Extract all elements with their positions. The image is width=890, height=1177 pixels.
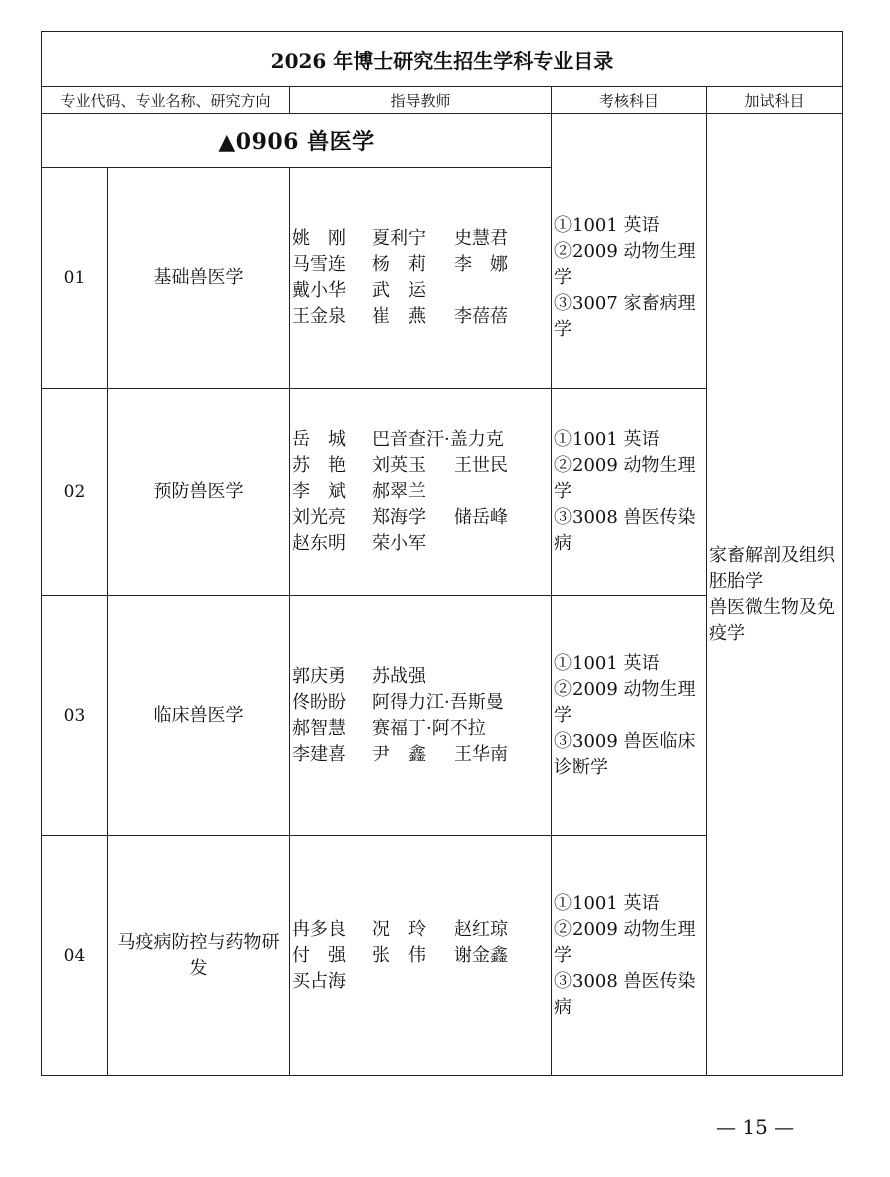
advisor-name: 戴小华 — [292, 280, 346, 301]
advisor-name: 付 强 — [292, 944, 346, 966]
advisor-name: 李蓓蓓 — [454, 306, 508, 327]
exam-subject: ③3008 兽医传染病 — [554, 970, 696, 1018]
header-advisors: 指导教师 — [290, 87, 552, 114]
exam-subject: ③3008 兽医传染病 — [554, 507, 696, 554]
advisor-name: 王金泉 — [292, 306, 346, 327]
advisor-name: 姚 刚 — [292, 228, 346, 249]
major-code: 02 — [42, 389, 108, 596]
advisor-name: 马雪连 — [292, 254, 346, 275]
advisor-line — [292, 531, 551, 557]
advisor-name: 岳 城 — [292, 429, 346, 450]
advisor-line — [292, 427, 551, 453]
advisor-name: 荣小军 — [372, 533, 426, 554]
advisor-line — [292, 664, 551, 690]
extra-subjects-cell — [707, 114, 842, 1075]
exam-column-spacer — [552, 114, 707, 168]
advisor-name: 赛福丁·阿不拉 — [372, 717, 486, 739]
exam-subject: ②2009 动物生理学 — [554, 678, 696, 726]
advisor-name: 武 运 — [372, 280, 426, 301]
header-extra: 加试科目 — [707, 87, 842, 114]
exam-subject: ③3009 兽医临床诊断学 — [554, 730, 696, 778]
page-number: — 15 — — [716, 1115, 795, 1139]
advisor-list — [290, 596, 552, 836]
advisor-line — [292, 943, 551, 969]
advisor-list — [290, 168, 552, 389]
advisor-name: 王华南 — [454, 743, 508, 765]
advisor-name: 苏战强 — [372, 665, 426, 687]
advisor-name: 郭庆勇 — [292, 665, 346, 687]
advisor-name — [454, 664, 551, 690]
advisor-name — [454, 969, 551, 995]
major-name: 临床兽医学 — [108, 596, 290, 836]
extra-subject: 家畜解剖及组织胚胎学 — [709, 544, 835, 592]
advisor-name: 刘光亮 — [292, 507, 346, 528]
advisor-line — [292, 505, 551, 531]
exam-list — [552, 389, 707, 596]
advisor-name: 谢金鑫 — [454, 944, 508, 966]
advisor-name: 夏利宁 — [372, 228, 426, 249]
major-code: 04 — [42, 836, 108, 1075]
advisor-name: 郝翠兰 — [372, 481, 426, 502]
advisor-line — [292, 716, 551, 742]
advisor-name: 况 玲 — [372, 918, 426, 940]
advisor-name: 李 斌 — [292, 481, 346, 502]
advisor-name: 李建喜 — [292, 743, 346, 765]
advisor-name: 买占海 — [292, 970, 346, 992]
exam-subject: ③3007 家畜病理学 — [554, 293, 696, 340]
major-name: 马疫病防控与药物研发 — [108, 836, 290, 1075]
catalog-table — [41, 31, 843, 1076]
advisor-name: 郝智慧 — [292, 717, 346, 739]
major-code: 03 — [42, 596, 108, 836]
advisor-line — [292, 278, 551, 304]
advisor-name: 赵红琼 — [454, 918, 508, 940]
advisor-name: 佟盼盼 — [292, 691, 346, 713]
exam-subject: ①1001 英语 — [554, 215, 660, 236]
advisor-name: 尹 鑫 — [372, 743, 426, 765]
exam-list — [552, 836, 707, 1075]
advisor-name: 储岳峰 — [454, 507, 508, 528]
advisor-name: 刘英玉 — [372, 455, 426, 476]
extra-subject: 兽医微生物及免疫学 — [709, 596, 835, 644]
major-code: 01 — [42, 168, 108, 389]
advisor-name: 阿得力江·吾斯曼 — [372, 691, 504, 713]
major-name: 基础兽医学 — [108, 168, 290, 389]
advisor-name — [454, 531, 551, 557]
advisor-line — [292, 479, 551, 505]
advisor-list — [290, 389, 552, 596]
advisor-name: 赵东明 — [292, 533, 346, 554]
exam-subject: ①1001 英语 — [554, 892, 660, 914]
advisor-line — [292, 304, 551, 330]
advisor-name: 史慧君 — [454, 228, 508, 249]
advisor-line — [292, 917, 551, 943]
advisor-name: 郑海学 — [372, 507, 426, 528]
advisor-name — [372, 969, 454, 995]
advisor-name: 冉多良 — [292, 918, 346, 940]
advisor-list — [290, 836, 552, 1075]
advisor-line — [292, 742, 551, 768]
table-title: 2026 年博士研究生招生学科专业目录 — [42, 32, 842, 87]
advisor-name: 苏 艳 — [292, 455, 346, 476]
advisor-name — [454, 479, 551, 505]
advisor-line — [292, 969, 551, 995]
exam-subject: ②2009 动物生理学 — [554, 455, 696, 502]
discipline-heading: ▲0906 兽医学 — [42, 114, 552, 168]
advisor-line — [292, 226, 551, 252]
advisor-name: 王世民 — [454, 455, 508, 476]
exam-subject: ②2009 动物生理学 — [554, 241, 696, 288]
advisor-name: 张 伟 — [372, 944, 426, 966]
major-name: 预防兽医学 — [108, 389, 290, 596]
header-major: 专业代码、专业名称、研究方向 — [42, 87, 290, 114]
advisor-name — [454, 278, 551, 304]
header-exams: 考核科目 — [552, 87, 707, 114]
exam-subject: ②2009 动物生理学 — [554, 918, 696, 966]
advisor-line — [292, 252, 551, 278]
exam-subject: ①1001 英语 — [554, 429, 660, 450]
advisor-name: 李 娜 — [454, 254, 508, 275]
exam-subject: ①1001 英语 — [554, 652, 660, 674]
exam-list — [552, 168, 707, 389]
advisor-name: 杨 莉 — [372, 254, 426, 275]
exam-list — [552, 596, 707, 836]
advisor-name: 巴音查汗·盖力克 — [372, 429, 504, 450]
advisor-line — [292, 690, 551, 716]
advisor-name: 崔 燕 — [372, 306, 426, 327]
advisor-line — [292, 453, 551, 479]
